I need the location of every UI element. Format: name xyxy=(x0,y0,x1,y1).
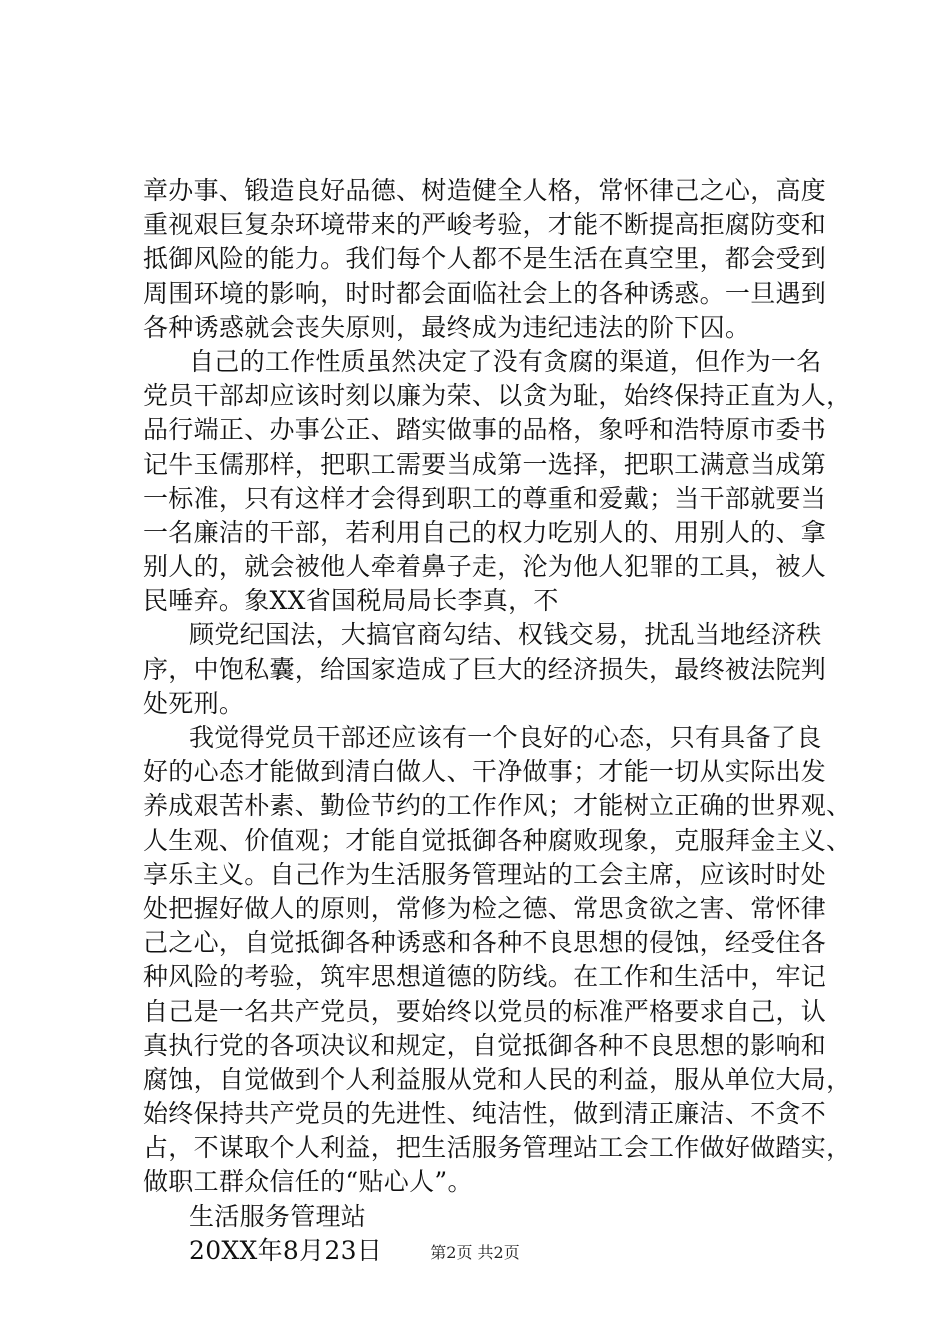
text-line: 自己的工作性质虽然决定了没有贪腐的渠道，但作为一名 xyxy=(189,346,822,376)
text-line: 做职工群众信任的“贴心人”。 xyxy=(143,1167,473,1197)
text-line: 享乐主义。自己作为生活服务管理站的工会主席，应该时时处 xyxy=(143,859,827,889)
text-line: 一标准，只有这样才会得到职工的尊重和爱戴；当干部就要当 xyxy=(143,483,827,513)
text-line: 党员干部却应该时刻以廉为荣、以贪为耻，始终保持正直为人， xyxy=(143,381,852,411)
text-line: 自己是一名共产党员，要始终以党员的标准严格要求自己，认 xyxy=(143,996,827,1026)
text-line: 腐蚀，自觉做到个人利益服从党和人民的利益，服从单位大局， xyxy=(143,1064,852,1094)
text-line: 处死刑。 xyxy=(143,688,245,718)
text-line: 种风险的考验，筑牢思想道德的防线。在工作和生活中，牢记 xyxy=(143,962,827,992)
text-line: 养成艰苦朴素、勤俭节约的工作作风；才能树立正确的世界观、 xyxy=(143,791,852,821)
text-line: 重视艰巨复杂环境带来的严峻考验，才能不断提高拒腐防变和 xyxy=(143,210,827,240)
text-line: 抵御风险的能力。我们每个人都不是生活在真空里，都会受到 xyxy=(143,244,827,274)
text-line: 各种诱惑就会丧失原则，最终成为违纪违法的阶下囚。 xyxy=(143,312,751,342)
text-line: 好的心态才能做到清白做人、干净做事；才能一切从实际出发 xyxy=(143,757,827,787)
text-line: 品行端正、办事公正、踏实做事的品格，象呼和浩特原市委书 xyxy=(143,415,827,445)
page-footer: 第2页 共2页 xyxy=(430,1243,520,1262)
text-line: 生活服务管理站 xyxy=(189,1201,367,1231)
text-line: 处把握好做人的原则，常修为检之德、常思贪欲之害、常怀律 xyxy=(143,893,827,923)
text-line: 我觉得党员干部还应该有一个良好的心态，只有具备了良 xyxy=(189,723,822,752)
text-line: 己之心，自觉抵御各种诱惑和各种不良思想的侵蚀，经受住各 xyxy=(143,928,827,958)
text-line: 序，中饱私囊，给国家造成了巨大的经济损失，最终被法院判 xyxy=(143,654,827,684)
text-line: 20XX年8月23日 xyxy=(189,1235,383,1265)
text-line: 章办事、锻造良好品德、树造健全人格，常怀律己之心，高度 xyxy=(143,176,827,205)
text-line: 人生观、价值观；才能自觉抵御各种腐败现象，克服拜金主义、 xyxy=(143,825,852,855)
text-line: 一名廉洁的干部，若利用自己的权力吃别人的、用别人的、拿 xyxy=(143,517,827,547)
text-line: 别人的，就会被他人牵着鼻子走，沦为他人犯罪的工具，被人 xyxy=(143,552,827,582)
text-line: 周围环境的影响，时时都会面临社会上的各种诱惑。一旦遇到 xyxy=(143,278,827,308)
text-line: 始终保持共产党员的先进性、纯洁性，做到清正廉洁、不贪不 xyxy=(143,1099,827,1129)
text-line: 真执行党的各项决议和规定，自觉抵御各种不良思想的影响和 xyxy=(143,1030,827,1060)
text-line: 记牛玉儒那样，把职工需要当成第一选择，把职工满意当成第 xyxy=(143,449,827,479)
document-body xyxy=(143,174,852,1268)
text-line: 顾党纪国法，大搞官商勾结、权钱交易，扰乱当地经济秩 xyxy=(189,620,822,650)
text-line: 占，不谋取个人利益，把生活服务管理站工会工作做好做踏实， xyxy=(143,1133,852,1163)
text-line: 民唾弃。象XX省国税局局长李真，不 xyxy=(143,586,559,616)
